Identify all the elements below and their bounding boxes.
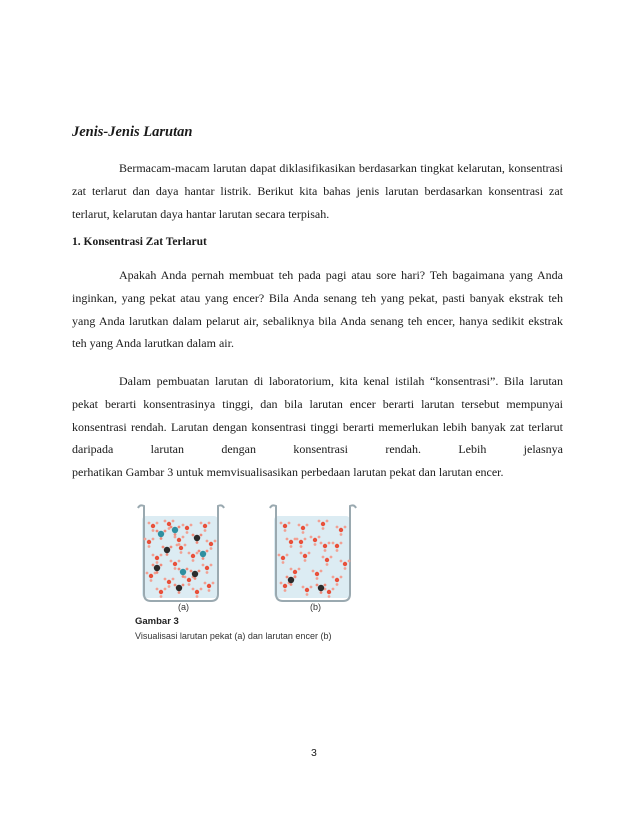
- figure-caption: Visualisasi larutan pekat (a) dan larutan encer (b): [135, 631, 332, 641]
- figure-3: [118, 498, 398, 658]
- page-number: 3: [311, 747, 317, 759]
- beaker-a-illustration: [135, 502, 227, 606]
- beaker-a-label: (a): [178, 602, 189, 612]
- page-heading: Jenis-Jenis Larutan: [72, 124, 193, 140]
- intro-text: Bermacam-macam larutan dapat diklasifikasikan berdasarkan tingkat kelarutan, konsentrasi zat terlarut dan daya hantar listrik. Berikut kita bahas jenis larutan berdasarkan konsentrasi zat terlarut, kelarutan daya hantar larutan secara terpisah.: [72, 161, 563, 221]
- section-1-title: 1. Konsentrasi Zat Terlarut: [72, 236, 207, 248]
- beaker-b-illustration: [267, 502, 359, 606]
- beaker-b-label: (b): [310, 602, 321, 612]
- section-1-paragraph-2: [72, 370, 563, 461]
- section-1-paragraph-2-last-line-text: perhatikan Gambar 3 untuk memvisualisasikan perbedaan larutan pekat dan larutan encer.: [72, 465, 504, 479]
- section-1-paragraph-2-last-line: [72, 461, 563, 484]
- section-1-paragraph-1-text: Apakah Anda pernah membuat teh pada pagi atau sore hari? Teh bagaimana yang Anda inginkan, yang pekat atau yang encer? Bila Anda senang teh yang pekat, pasti banyak ekstrak teh yang Anda larutkan dalam pelarut air, sebaliknya bila Anda senang teh encer, hanya sedikit ekstrak teh yang Anda larutkan dalam air.: [72, 268, 563, 351]
- section-1-paragraph-1: [72, 264, 563, 355]
- figure-title: Gambar 3: [135, 616, 179, 627]
- intro-paragraph: [72, 157, 563, 225]
- section-1-paragraph-2-text: Dalam pembuatan larutan di laboratorium, kita kenal istilah “konsentrasi”. Bila larutan pekat berarti konsentrasinya tinggi, dan bila larutan encer berarti larutan tersebut mempunyai konsentrasi rendah. Larutan dengan konsentrasi tinggi berarti memerlukan lebih banyak zat terlarut daripada larutan dengan konsentrasi rendah. Lebih jelasnya: [72, 374, 563, 457]
